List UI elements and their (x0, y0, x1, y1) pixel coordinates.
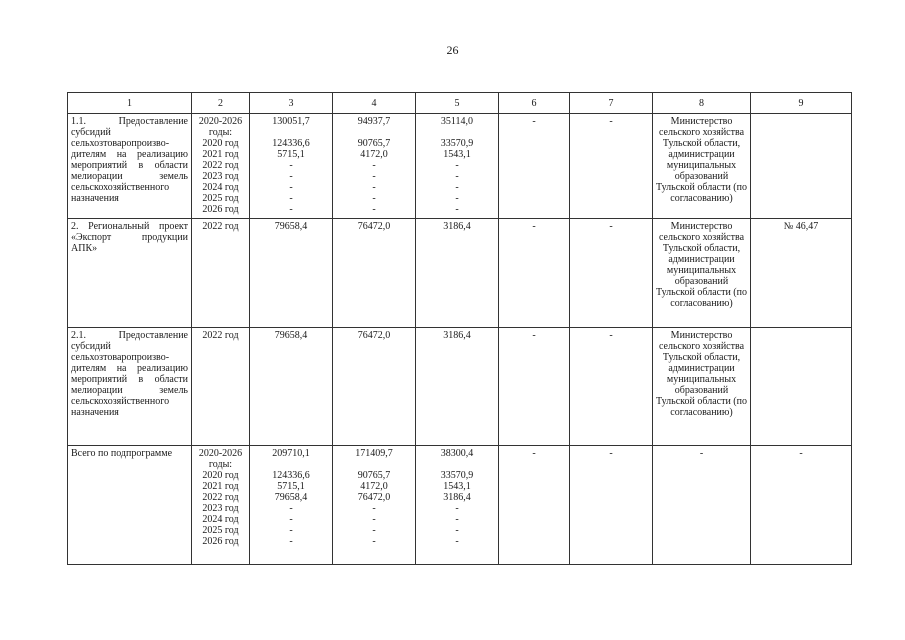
amount-value: 79658,4 (274, 492, 308, 503)
cell-c6: - (499, 328, 570, 446)
responsible-org: Министерство сельского хозяйства Тульской области, администрации муниципальных образований Тульской области (по согласованию) (653, 328, 751, 446)
responsible-org: - (653, 446, 751, 565)
amount-value: 90765,7 (357, 138, 391, 149)
amount-value: 130051,7 (272, 116, 310, 127)
amount-value: - (455, 503, 459, 514)
amount-c3 (250, 219, 333, 328)
year-label: 2022 год (202, 492, 239, 503)
table-row (68, 446, 852, 565)
year-label: 2020 год (202, 138, 239, 149)
cell-c7: - (570, 446, 653, 565)
subprogram-table (67, 92, 852, 565)
amount-value: - (455, 204, 459, 215)
row-years (192, 328, 250, 446)
amount-value: 171409,7 (355, 448, 393, 459)
amount-value: 33570,9 (440, 470, 474, 481)
amount-value: 1543,1 (443, 481, 471, 492)
amount-c5 (416, 219, 499, 328)
amount-value (336, 127, 412, 138)
year-label: 2022 год (202, 160, 239, 171)
amount-value: - (289, 204, 293, 215)
amount-value: - (455, 525, 459, 536)
row-name: 2. Региональный проект «Экспорт продукции АПК» (68, 219, 192, 328)
amount-value: 5715,1 (277, 149, 305, 160)
amount-value: - (372, 171, 376, 182)
indicator-ref: - (751, 446, 852, 565)
year-label: 2024 год (202, 182, 239, 193)
amount-value: - (289, 193, 293, 204)
responsible-org: Министерство сельского хозяйства Тульской области, администрации муниципальных образований Тульской области (по согласованию) (653, 219, 751, 328)
amount-value: 209710,1 (272, 448, 310, 459)
amount-value: - (372, 514, 376, 525)
amount-value: 38300,4 (440, 448, 474, 459)
amount-value: - (372, 182, 376, 193)
amount-value: - (372, 204, 376, 215)
year-label: 2020-2026 (198, 116, 243, 127)
col-header-2: 2 (192, 93, 250, 114)
amount-value: 94937,7 (357, 116, 391, 127)
amount-c4 (333, 219, 416, 328)
amount-value: - (372, 503, 376, 514)
amount-value: - (455, 536, 459, 547)
amount-c5 (416, 114, 499, 219)
year-label: 2026 год (202, 536, 239, 547)
amount-c4 (333, 446, 416, 565)
row-name: 2.1. Предоставление субсидий сельхозтоваропроизво-дителям на реализацию мероприятий в области мелиорации земель сельскохозяйственного назначения (68, 328, 192, 446)
amount-value: 4172,0 (360, 149, 388, 160)
amount-value: - (372, 160, 376, 171)
amount-value: 90765,7 (357, 470, 391, 481)
cell-c7: - (570, 219, 653, 328)
amount-c4 (333, 328, 416, 446)
amount-value: 79658,4 (274, 330, 308, 341)
amount-value: 1543,1 (443, 149, 471, 160)
amount-value: - (372, 536, 376, 547)
amount-value: 124336,6 (272, 138, 310, 149)
amount-value (253, 127, 329, 138)
amount-value: - (372, 525, 376, 536)
amount-value: - (372, 193, 376, 204)
responsible-org: Министерство сельского хозяйства Тульской области, администрации муниципальных образований Тульской области (по согласованию) (653, 114, 751, 219)
amount-value: 3186,4 (443, 492, 471, 503)
header-row (68, 93, 852, 114)
amount-value (336, 459, 412, 470)
year-label: 2026 год (202, 204, 239, 215)
col-header-6: 6 (499, 93, 570, 114)
table-row (68, 328, 852, 446)
indicator-ref (751, 328, 852, 446)
col-header-8: 8 (653, 93, 751, 114)
amount-value: 4172,0 (360, 481, 388, 492)
amount-value: - (289, 171, 293, 182)
amount-value: - (455, 160, 459, 171)
amount-value: 35114,0 (440, 116, 474, 127)
amount-value: 3186,4 (443, 221, 471, 232)
row-years (192, 446, 250, 565)
page-number: 26 (446, 43, 459, 57)
amount-c5 (416, 328, 499, 446)
row-name: 1.1. Предоставление субсидий сельхозтоваропроизво-дителям на реализацию мероприятий в области мелиорации земель сельскохозяйственного назначения (68, 114, 192, 219)
indicator-ref: № 46,47 (751, 219, 852, 328)
amount-value (419, 127, 495, 138)
amount-value: - (455, 182, 459, 193)
cell-c6: - (499, 219, 570, 328)
amount-value: 76472,0 (357, 330, 391, 341)
year-label: 2022 год (202, 221, 239, 232)
year-label: 2025 год (202, 193, 239, 204)
row-years (192, 114, 250, 219)
amount-value: - (289, 514, 293, 525)
year-label: 2023 год (202, 171, 239, 182)
row-name: Всего по подпрограмме (68, 446, 192, 565)
amount-value: 76472,0 (357, 492, 391, 503)
amount-value: - (455, 193, 459, 204)
table-body (68, 114, 852, 565)
year-label: 2022 год (202, 330, 239, 341)
amount-value: - (289, 160, 293, 171)
cell-c7: - (570, 114, 653, 219)
year-label: годы: (208, 127, 233, 138)
amount-value: - (289, 182, 293, 193)
amount-value: 33570,9 (440, 138, 474, 149)
year-label: годы: (208, 459, 233, 470)
amount-value: - (289, 536, 293, 547)
year-label: 2023 год (202, 503, 239, 514)
col-header-4: 4 (333, 93, 416, 114)
amount-value: - (289, 503, 293, 514)
table-row (68, 114, 852, 219)
table-row (68, 219, 852, 328)
col-header-7: 7 (570, 93, 653, 114)
amount-c3 (250, 446, 333, 565)
amount-value: - (289, 525, 293, 536)
cell-c6: - (499, 446, 570, 565)
cell-c7: - (570, 328, 653, 446)
amount-value: - (455, 514, 459, 525)
indicator-ref (751, 114, 852, 219)
year-label: 2024 год (202, 514, 239, 525)
amount-value: 5715,1 (277, 481, 305, 492)
amount-value: 76472,0 (357, 221, 391, 232)
amount-value: - (455, 171, 459, 182)
year-label: 2020 год (202, 470, 239, 481)
amount-value: 3186,4 (443, 330, 471, 341)
amount-value: 79658,4 (274, 221, 308, 232)
year-label: 2021 год (202, 481, 239, 492)
amount-value: 124336,6 (272, 470, 310, 481)
year-label: 2021 год (202, 149, 239, 160)
col-header-3: 3 (250, 93, 333, 114)
row-years (192, 219, 250, 328)
year-label: 2025 год (202, 525, 239, 536)
amount-c3 (250, 328, 333, 446)
amount-value (419, 459, 495, 470)
col-header-5: 5 (416, 93, 499, 114)
col-header-1: 1 (68, 93, 192, 114)
year-label: 2020-2026 (198, 448, 243, 459)
col-header-9: 9 (751, 93, 852, 114)
amount-c5 (416, 446, 499, 565)
amount-c3 (250, 114, 333, 219)
cell-c6: - (499, 114, 570, 219)
amount-c4 (333, 114, 416, 219)
amount-value (253, 459, 329, 470)
